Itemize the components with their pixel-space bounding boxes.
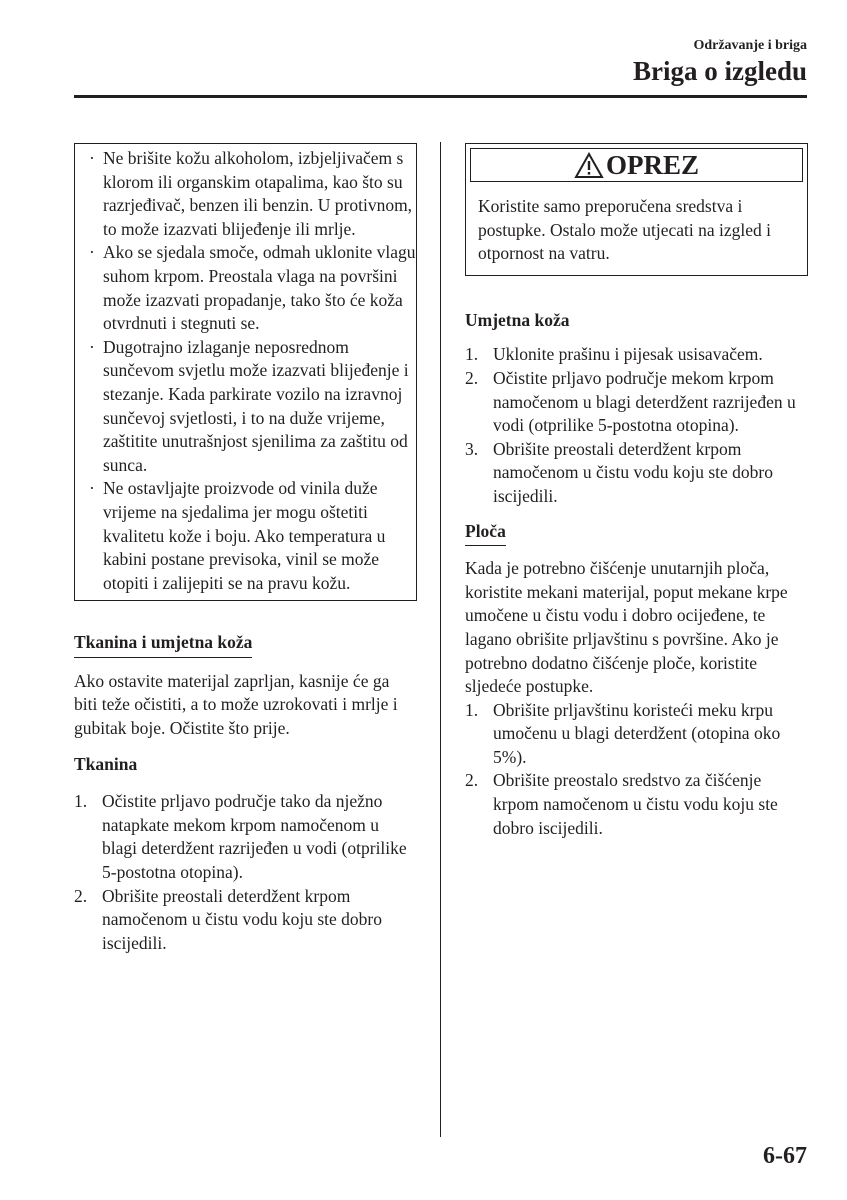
numbered-step [74,885,417,956]
warning-triangle-icon [574,152,604,179]
bullet-dot: · [89,148,95,168]
numbered-step [465,699,808,770]
page-title: Briga o izgledu [633,56,807,86]
step-text: Očistite prljavo područje tako da nježno natapkate mekom krpom namočenom u blagi deterdžent razrijeđen u vodi (otprilike 5-postotna otopina). [102,791,407,883]
bullet-dot: · [89,242,95,263]
caution-text: Koristite samo preporučena sredstva i postupke. Ostalo može utjecati na izgled i otpornost na vatru. [478,196,772,264]
warning-bullet [75,147,416,241]
step-text: Obrišite preostali deterdžent krpom namočenom u čistu vodu koju ste dobro iscijedili. [493,438,773,506]
warning-bullet [75,241,416,335]
step-text: Obrišite preostali deterdžent krpom namočenom u čistu vodu koju ste dobro iscijedili. [102,885,382,953]
step-number: 1. [465,699,479,720]
header-rule [74,95,807,98]
warning-bullet-text: Ne ostavljajte proizvode od vinila duže vrijeme na sjedalima jer mogu oštetiti kvalitetu kože i boju. Ako temperatura u kabini postane previsoka, vinil se može otopiti i zalijepiti se na pravu kožu. [103,478,386,593]
numbered-step [465,769,808,840]
bullet-dot: · [89,478,95,499]
step-number: 2. [74,885,88,906]
step-text: Obrišite preostalo sredstvo za čišćenje krpom namočenom u čistu vodu koju ste dobro iscijedili. [493,770,778,838]
column-divider [440,142,441,1137]
step-text: Očistite prljavo područje mekom krpom namočenom u blagi deterdžent razrijeđen u vodi (otprilike 5-postotna otopina). [493,367,796,436]
step-text: Uklonite prašinu i pijesak usisavačem. [493,344,763,365]
numbered-step [465,343,808,367]
warning-bullet-text: Ne brišite kožu alkoholom, izbjeljivačem s klorom ili organskim otapalima, kao što su razrjeđivač, benzen ili benzin. U protivnom, to može izazvati blijeđenje ili mrlje. [103,148,413,239]
sub-heading-tkanina: Tkanina [74,753,138,774]
right-column [465,143,808,840]
step-number: 2. [465,770,479,791]
section-paragraph: Ako ostavite materijal zaprljan, kasnije će ga biti teže očistiti, a to može uzrokovati i mrlje i gubitak boje. Očistite što prije. [74,670,398,739]
numbered-step [465,367,808,438]
step-number: 1. [465,344,479,365]
heading-umjetna-koza: Umjetna koža [465,309,570,330]
warning-bullet [75,336,416,478]
warning-bullet [75,477,416,595]
warning-box [74,143,417,601]
page-number: 6-67 [763,1143,807,1169]
step-number: 1. [74,791,88,812]
caution-title: OPREZ [605,149,699,180]
section-heading-tkanina-umjetna: Tkanina i umjetna koža [74,631,252,658]
header-section-title: Održavanje i briga [693,38,807,53]
warning-bullet-text: Dugotrajno izlaganje neposrednom sunčevom svjetlu može izazvati blijeđenje i stezanje. Kada parkirate vozilo na izravnoj sunčevoj svjetlosti, i to na duže vrijeme, zaštitite unutrašnjost sjenilima za zaštitu od sunca. [103,336,409,475]
numbered-step [465,438,808,509]
step-number: 2. [465,367,479,388]
caution-box [465,143,808,276]
bullet-dot: · [89,336,95,357]
warning-bullet-text: Ako se sjedala smoče, odmah uklonite vlagu suhom krpom. Preostala vlaga na površini može izazvati propadanje, tako što će koža otvrdnuti i stegnuti se. [103,242,416,334]
heading-ploca: Ploča [465,520,506,547]
step-number: 3. [465,438,479,459]
ploca-paragraph: Kada je potrebno čišćenje unutarnjih ploča, koristite mekani materijal, poput mekane krpe umočene u čistu vodu i dobro ocijeđene, te lagano obrišite prljavštinu s površine. Ako je potrebno dodatno čišćenje ploče, koristite sljedeće postupke. [465,558,788,697]
step-text: Obrišite prljavštinu koristeći meku krpu umočenu u blagi deterdžent (otopina oko 5%). [493,699,781,767]
left-column [74,143,417,955]
caution-header [470,148,803,182]
numbered-step [74,790,417,884]
